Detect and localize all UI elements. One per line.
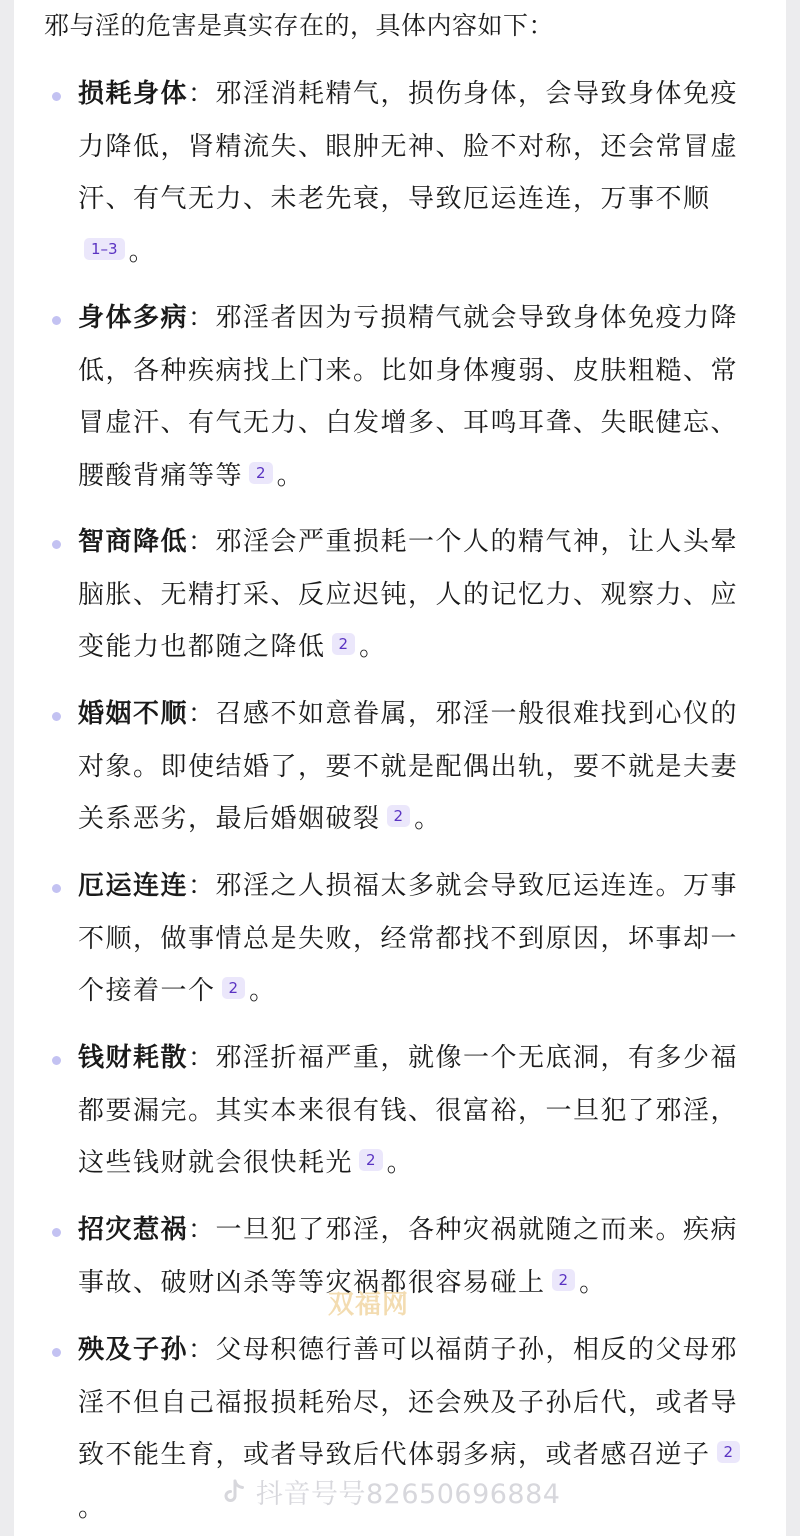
list-item-text: 婚姻不顺：召感不如意眷属，邪淫一般很难找到心仪的对象。即使结婚了，要不就是配偶出轨，要不就是夫妻关系恶劣，最后婚姻破裂 2 。 [78, 699, 739, 834]
item-body: 父母积德行善可以福荫子孙，相反的父母邪淫不但自己福报损耗殆尽，还会殃及子孙后代，或者导致不能生育，或者导致后代体弱多病，或者感召逆子 [78, 1335, 739, 1470]
item-body: 召感不如意眷属，邪淫一般很难找到心仪的对象。即使结婚了，要不就是配偶出轨，要不就是夫妻关系恶劣，最后婚姻破裂 [78, 699, 739, 834]
list-item-text: 殃及子孙：父母积德行善可以福荫子孙，相反的父母邪淫不但自己福报损耗殆尽，还会殃及子孙后代，或者导致不能生育，或者导致后代体弱多病，或者感召逆子 2。 [78, 1324, 750, 1534]
intro-text: 邪与淫的危害是真实存在的，具体内容如下： [44, 11, 555, 40]
item-end: 。 [249, 976, 277, 1006]
item-end: 。 [579, 1267, 607, 1298]
list-item-text: 损耗身体：邪淫消耗精气，损伤身体，会导致身体免疫力降低，肾精流失、眼肿无神、脸不对称，还会常冒虚汗、有气无力、未老先衰，导致厄运连连，万事不顺1–3 。 [78, 79, 739, 267]
item-label: 婚姻不顺 [78, 699, 189, 729]
item-body: 邪淫之人损福太多就会导致厄运连连。万事不顺，做事情总是失败，经常都找不到原因，坏事却一个接着一个 [78, 871, 739, 1006]
douyin-id-text: 抖音号号82650696884 [256, 1479, 561, 1510]
bullet-dot-icon [52, 712, 61, 721]
item-body: 邪淫会严重损耗一个人的精气神，让人头晕脑胀、无精打采、反应迟钝，人的记忆力、观察力、应变能力也都随之降低 [78, 527, 739, 662]
list-item-text: 招灾惹祸：一旦犯了邪淫，各种灾祸就随之而来。疾病事故、破财凶杀等等灾祸都很容易碰上 2 。 [78, 1215, 739, 1298]
list-item-text: 身体多病：邪淫者因为亏损精气就会导致身体免疫力降低，各种疾病找上门来。比如身体瘦弱、皮肤粗糙、常冒虚汗、有气无力、白发增多、耳鸣耳聋、失眠健忘、腰酸背痛等等 2 。 [78, 303, 739, 491]
item-label: 损耗身体 [78, 79, 189, 109]
citation-badge[interactable]: 2 [359, 1149, 383, 1171]
item-end: 。 [78, 1492, 106, 1523]
item-label: 殃及子孙 [78, 1335, 189, 1365]
bullet-dot-icon [52, 1056, 61, 1065]
item-body: 邪淫者因为亏损精气就会导致身体免疫力降低，各种疾病找上门来。比如身体瘦弱、皮肤粗糙、常冒虚汗、有气无力、白发增多、耳鸣耳聋、失眠健忘、腰酸背痛等等 [78, 303, 739, 491]
citation-badge[interactable]: 2 [387, 805, 411, 827]
bullet-dot-icon [52, 540, 61, 549]
bullet-dot-icon [52, 1348, 61, 1357]
item-end: 。 [359, 632, 387, 662]
list-item-text: 智商降低：邪淫会严重损耗一个人的精气神，让人头晕脑胀、无精打采、反应迟钝，人的记忆力、观察力、应变能力也都随之降低 2 。 [78, 527, 739, 662]
item-end: 。 [276, 460, 305, 491]
bullet-dot-icon [52, 316, 61, 325]
bullet-dot-icon [52, 1228, 61, 1237]
list-item-text: 钱财耗散：邪淫折福严重，就像一个无底洞，有多少福都要漏完。其实本来很有钱、很富裕，一旦犯了邪淫，这些钱财就会很快耗光 2 。 [78, 1043, 739, 1178]
item-end: 。 [128, 236, 157, 267]
bullet-dot-icon [52, 884, 61, 893]
citation-badge[interactable]: 2 [552, 1269, 576, 1291]
item-body: 邪淫消耗精气，损伤身体，会导致身体免疫力降低，肾精流失、眼肿无神、脸不对称，还会常冒虚汗、有气无力、未老先衰，导致厄运连连，万事不顺 [78, 79, 739, 214]
item-label: 招灾惹祸 [78, 1215, 189, 1245]
douyin-logo-icon [222, 1479, 246, 1505]
citation-badge[interactable]: 2 [249, 462, 273, 484]
bullet-dot-icon [52, 92, 61, 101]
item-label: 厄运连连 [78, 871, 189, 901]
citation-badge[interactable]: 1–3 [84, 238, 125, 260]
douyin-watermark [222, 1472, 560, 1511]
list-item-text: 厄运连连：邪淫之人损福太多就会导致厄运连连。万事不顺，做事情总是失败，经常都找不到原因，坏事却一个接着一个 2 。 [78, 871, 739, 1006]
item-label: 身体多病 [78, 303, 189, 333]
citation-badge[interactable]: 2 [717, 1441, 741, 1463]
item-body: 邪淫折福严重，就像一个无底洞，有多少福都要漏完。其实本来很有钱、很富裕，一旦犯了邪淫，这些钱财就会很快耗光 [78, 1043, 739, 1178]
item-label: 智商降低 [78, 527, 189, 557]
item-end: 。 [414, 804, 442, 834]
item-body: 一旦犯了邪淫，各种灾祸就随之而来。疾病事故、破财凶杀等等灾祸都很容易碰上 [78, 1215, 739, 1298]
item-label: 钱财耗散 [78, 1043, 189, 1073]
site-watermark: 双福网 [328, 1290, 410, 1320]
citation-badge[interactable]: 2 [222, 977, 246, 999]
citation-badge[interactable]: 2 [332, 633, 356, 655]
item-end: 。 [386, 1148, 415, 1178]
